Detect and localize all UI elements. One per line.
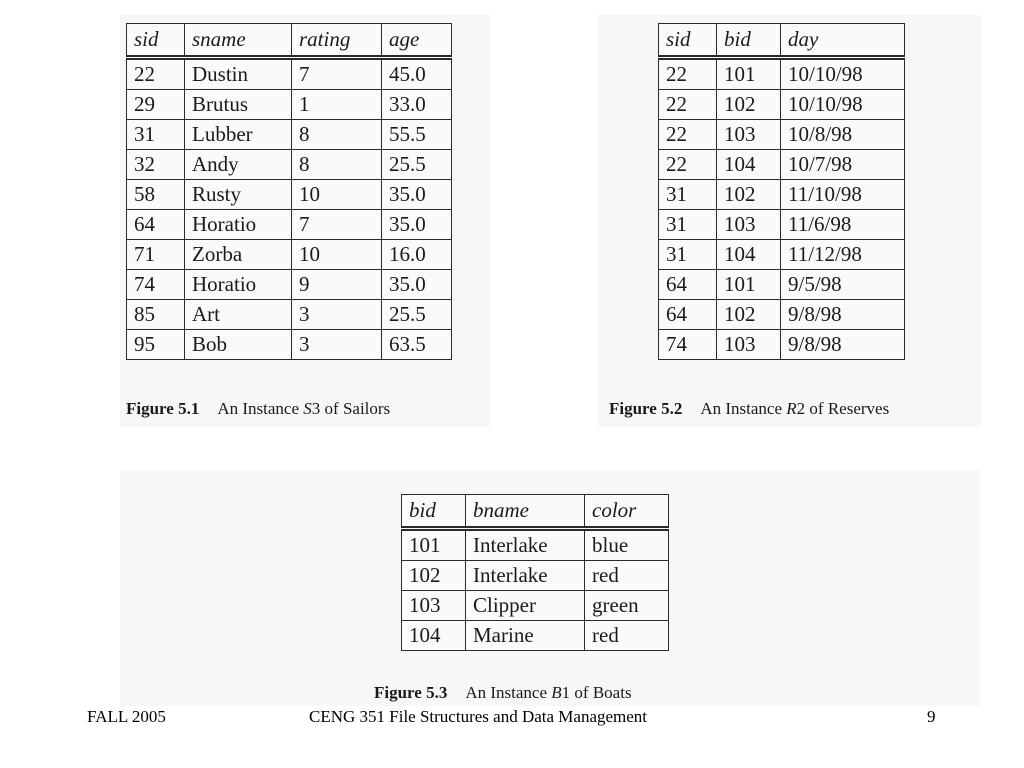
- cell-sname: Horatio: [185, 270, 292, 300]
- cell-sname: Bob: [185, 330, 292, 360]
- caption-variable: R: [786, 399, 797, 418]
- cell-color: green: [585, 591, 669, 621]
- cell-color: blue: [585, 529, 669, 561]
- column-header-sname: sname: [185, 24, 292, 58]
- caption-variable: B: [551, 683, 562, 702]
- cell-bid: 103: [717, 210, 781, 240]
- cell-sname: Art: [185, 300, 292, 330]
- figure-caption-boats: [374, 683, 632, 703]
- column-header-bid: bid: [717, 24, 781, 58]
- cell-age: 63.5: [382, 330, 452, 360]
- cell-bid: 103: [717, 120, 781, 150]
- footer-term: FALL 2005: [87, 707, 166, 726]
- table-row: [659, 240, 905, 270]
- cell-day: 11/10/98: [781, 180, 905, 210]
- footer-page-number: 9: [927, 707, 936, 726]
- cell-bid: 101: [402, 529, 466, 561]
- table-row: [402, 529, 669, 561]
- cell-sname: Horatio: [185, 210, 292, 240]
- caption-text: An Instance: [700, 399, 787, 418]
- cell-color: red: [585, 621, 669, 651]
- cell-sid: 71: [127, 240, 185, 270]
- cell-sid: 74: [659, 330, 717, 360]
- table-row: [659, 210, 905, 240]
- cell-sid: 74: [127, 270, 185, 300]
- table-row: [127, 180, 452, 210]
- cell-rating: 10: [292, 180, 382, 210]
- cell-day: 10/10/98: [781, 90, 905, 120]
- cell-age: 35.0: [382, 210, 452, 240]
- cell-sname: Dustin: [185, 58, 292, 90]
- cell-sid: 22: [659, 120, 717, 150]
- cell-bid: 104: [402, 621, 466, 651]
- cell-bid: 104: [717, 240, 781, 270]
- column-header-sid: sid: [127, 24, 185, 58]
- cell-bid: 101: [717, 58, 781, 90]
- table-row: [402, 621, 669, 651]
- table-row: [659, 180, 905, 210]
- cell-day: 11/12/98: [781, 240, 905, 270]
- reserves-table: [658, 23, 905, 360]
- cell-rating: 1: [292, 90, 382, 120]
- cell-sid: 22: [127, 58, 185, 90]
- cell-bid: 101: [717, 270, 781, 300]
- figure-label: Figure 5.3: [374, 683, 448, 702]
- column-header-bid: bid: [402, 495, 466, 529]
- cell-bid: 102: [717, 300, 781, 330]
- cell-sname: Rusty: [185, 180, 292, 210]
- column-header-day: day: [781, 24, 905, 58]
- cell-sid: 22: [659, 58, 717, 90]
- cell-sid: 22: [659, 90, 717, 120]
- cell-rating: 9: [292, 270, 382, 300]
- column-header-age: age: [382, 24, 452, 58]
- cell-sname: Zorba: [185, 240, 292, 270]
- cell-sid: 32: [127, 150, 185, 180]
- table-row: [402, 561, 669, 591]
- cell-rating: 3: [292, 330, 382, 360]
- table-row: [127, 150, 452, 180]
- cell-sid: 31: [659, 210, 717, 240]
- cell-sname: Brutus: [185, 90, 292, 120]
- cell-sid: 31: [659, 180, 717, 210]
- cell-sid: 64: [659, 270, 717, 300]
- cell-day: 11/6/98: [781, 210, 905, 240]
- caption-text-end: 1 of Boats: [561, 683, 632, 702]
- cell-bid: 103: [402, 591, 466, 621]
- table-row: [127, 240, 452, 270]
- cell-age: 35.0: [382, 270, 452, 300]
- table-row: [659, 330, 905, 360]
- table-row: [659, 120, 905, 150]
- table-header-row: [127, 24, 452, 58]
- cell-bname: Interlake: [466, 529, 585, 561]
- cell-rating: 7: [292, 210, 382, 240]
- cell-sid: 22: [659, 150, 717, 180]
- footer-course-title: CENG 351 File Structures and Data Management: [309, 707, 648, 726]
- cell-age: 25.5: [382, 150, 452, 180]
- cell-color: red: [585, 561, 669, 591]
- cell-bname: Marine: [466, 621, 585, 651]
- cell-rating: 8: [292, 150, 382, 180]
- cell-bname: Clipper: [466, 591, 585, 621]
- cell-sname: Andy: [185, 150, 292, 180]
- cell-sid: 95: [127, 330, 185, 360]
- cell-day: 10/8/98: [781, 120, 905, 150]
- cell-bid: 102: [717, 90, 781, 120]
- table-row: [659, 300, 905, 330]
- table-row: [659, 58, 905, 90]
- table-row: [659, 150, 905, 180]
- figure-caption-sailors: [126, 399, 390, 419]
- cell-age: 35.0: [382, 180, 452, 210]
- figure-caption-reserves: [609, 399, 889, 419]
- cell-sid: 31: [127, 120, 185, 150]
- caption-text-end: 3 of Sailors: [311, 399, 391, 418]
- cell-rating: 7: [292, 58, 382, 90]
- table-row: [659, 90, 905, 120]
- cell-sid: 64: [127, 210, 185, 240]
- caption-text: An Instance: [465, 683, 552, 702]
- cell-bid: 102: [402, 561, 466, 591]
- table-row: [127, 300, 452, 330]
- column-header-sid: sid: [659, 24, 717, 58]
- figure-label: Figure 5.2: [609, 399, 683, 418]
- cell-sid: 31: [659, 240, 717, 270]
- cell-age: 45.0: [382, 58, 452, 90]
- column-header-color: color: [585, 495, 669, 529]
- column-header-rating: rating: [292, 24, 382, 58]
- table-row: [127, 90, 452, 120]
- table-row: [402, 591, 669, 621]
- caption-text-end: 2 of Reserves: [796, 399, 890, 418]
- cell-age: 16.0: [382, 240, 452, 270]
- boats-table: [401, 494, 669, 651]
- cell-sid: 29: [127, 90, 185, 120]
- sailors-table: [126, 23, 452, 360]
- cell-sname: Lubber: [185, 120, 292, 150]
- cell-sid: 64: [659, 300, 717, 330]
- caption-variable: S: [303, 399, 312, 418]
- cell-day: 10/7/98: [781, 150, 905, 180]
- cell-rating: 8: [292, 120, 382, 150]
- cell-bid: 103: [717, 330, 781, 360]
- cell-rating: 3: [292, 300, 382, 330]
- cell-age: 55.5: [382, 120, 452, 150]
- table-header-row: [659, 24, 905, 58]
- cell-day: 9/5/98: [781, 270, 905, 300]
- cell-day: 10/10/98: [781, 58, 905, 90]
- figure-label: Figure 5.1: [126, 399, 200, 418]
- cell-sid: 58: [127, 180, 185, 210]
- cell-bname: Interlake: [466, 561, 585, 591]
- table-row: [659, 270, 905, 300]
- table-row: [127, 120, 452, 150]
- cell-age: 33.0: [382, 90, 452, 120]
- table-row: [127, 330, 452, 360]
- cell-day: 9/8/98: [781, 330, 905, 360]
- cell-day: 9/8/98: [781, 300, 905, 330]
- table-row: [127, 58, 452, 90]
- caption-text: An Instance: [217, 399, 304, 418]
- table-header-row: [402, 495, 669, 529]
- cell-bid: 104: [717, 150, 781, 180]
- cell-rating: 10: [292, 240, 382, 270]
- table-row: [127, 270, 452, 300]
- cell-age: 25.5: [382, 300, 452, 330]
- column-header-bname: bname: [466, 495, 585, 529]
- cell-sid: 85: [127, 300, 185, 330]
- cell-bid: 102: [717, 180, 781, 210]
- table-row: [127, 210, 452, 240]
